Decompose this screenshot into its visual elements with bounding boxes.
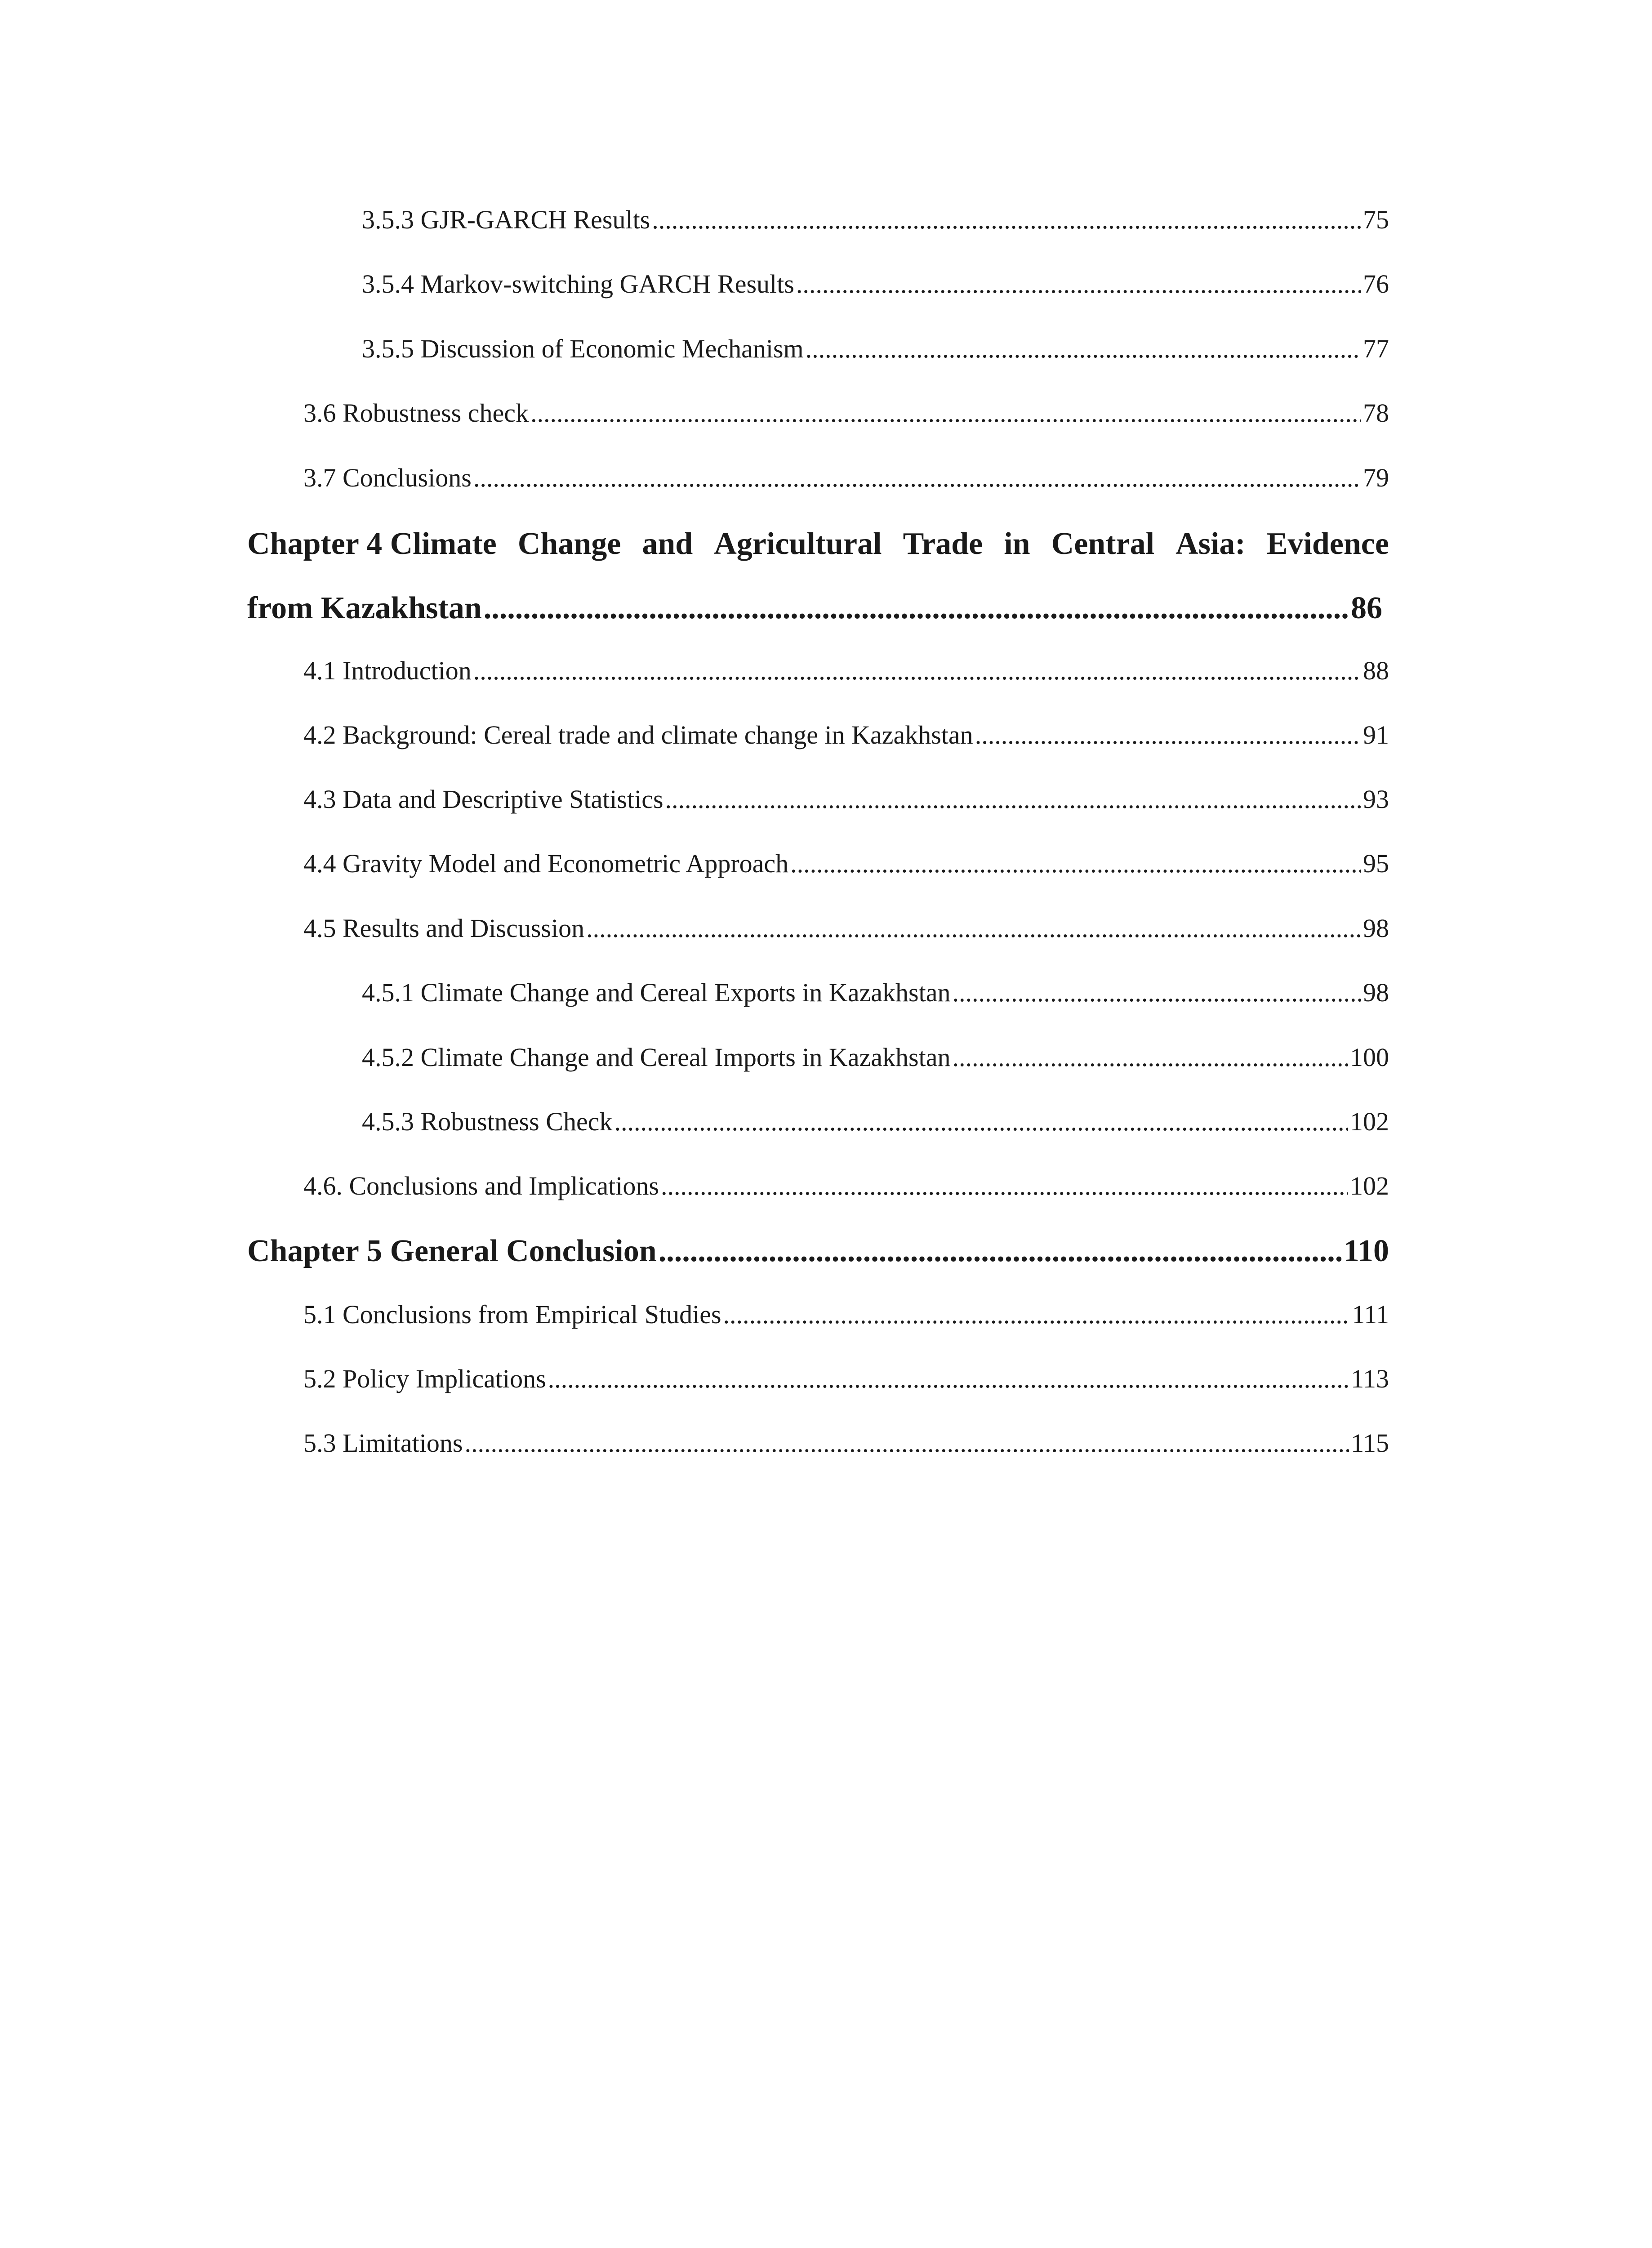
toc-entry-title: 3.5.4 Markov-switching GARCH Results bbox=[362, 269, 794, 299]
dot-leader bbox=[661, 1171, 1348, 1201]
toc-entry-title: 3.6 Robustness check bbox=[303, 398, 529, 428]
toc-entry-title: 4.4 Gravity Model and Econometric Approach bbox=[303, 849, 789, 878]
toc-entry-3-5-5[interactable] bbox=[247, 334, 1389, 379]
toc-entry-3-6[interactable] bbox=[247, 398, 1389, 443]
toc-chapter-title: Chapter 5 General Conclusion bbox=[247, 1234, 657, 1268]
toc-entry-title: 4.5.1 Climate Change and Cereal Exports in Kazakhstan bbox=[362, 978, 951, 1007]
toc-entry-page: 98 bbox=[1363, 914, 1389, 943]
dot-leader bbox=[586, 913, 1361, 943]
dot-leader bbox=[796, 269, 1361, 299]
toc-entry-4-5-1[interactable] bbox=[247, 977, 1389, 1022]
toc-entry-page: 98 bbox=[1363, 978, 1389, 1007]
dot-leader bbox=[790, 848, 1361, 879]
dot-leader bbox=[484, 590, 1349, 626]
dot-leader bbox=[473, 463, 1361, 493]
toc-entry-title: 4.5 Results and Discussion bbox=[303, 914, 585, 943]
toc-entry-4-5[interactable] bbox=[247, 913, 1389, 958]
toc-entry-title: 5.3 Limitations bbox=[303, 1428, 463, 1458]
toc-entry-page: 79 bbox=[1363, 463, 1389, 492]
toc-entry-title: 4.5.2 Climate Change and Cereal Imports in Kazakhstan bbox=[362, 1043, 951, 1072]
dot-leader bbox=[473, 656, 1361, 686]
toc-entry-page: 113 bbox=[1351, 1364, 1389, 1393]
toc-entry-title: 3.5.3 GJR-GARCH Results bbox=[362, 205, 650, 234]
dot-leader bbox=[548, 1364, 1349, 1394]
toc-entry-4-3[interactable] bbox=[247, 784, 1389, 829]
toc-entry-title: 5.2 Policy Implications bbox=[303, 1364, 546, 1393]
toc-entry-title: 3.5.5 Discussion of Economic Mechanism bbox=[362, 334, 804, 363]
toc-entry-page: 75 bbox=[1363, 205, 1389, 234]
toc-entry-page: 77 bbox=[1363, 334, 1389, 363]
chapter-4-word: Central bbox=[1051, 526, 1155, 561]
dot-leader bbox=[952, 977, 1361, 1008]
toc-entry-title: 4.3 Data and Descriptive Statistics bbox=[303, 785, 663, 814]
toc-entry-page: 102 bbox=[1350, 1107, 1389, 1136]
toc-entry-page: 93 bbox=[1363, 785, 1389, 814]
toc-entry-page: 76 bbox=[1363, 269, 1389, 299]
toc-entry-3-5-3[interactable] bbox=[247, 205, 1389, 250]
chapter-4-word: Change bbox=[517, 526, 621, 561]
chapter-4-word: and bbox=[642, 526, 693, 561]
chapter-4-word: in bbox=[1004, 526, 1030, 561]
dot-leader bbox=[952, 1042, 1348, 1072]
toc-chapter-title: from Kazakhstan bbox=[247, 591, 482, 625]
toc-entry-page: 115 bbox=[1351, 1428, 1389, 1458]
dot-leader bbox=[530, 398, 1361, 428]
chapter-4-word: Evidence bbox=[1266, 526, 1389, 561]
dot-leader bbox=[659, 1233, 1342, 1269]
toc-chapter-page: 110 bbox=[1343, 1234, 1389, 1268]
toc-entry-5-1[interactable] bbox=[247, 1299, 1389, 1344]
toc-entry-5-2[interactable] bbox=[247, 1364, 1389, 1409]
toc-entry-4-1[interactable] bbox=[247, 656, 1389, 700]
dot-leader bbox=[723, 1299, 1350, 1329]
chapter-4-word: Agricultural bbox=[714, 526, 882, 561]
toc-entry-title: 4.2 Background: Cereal trade and climate change in Kazakhstan bbox=[303, 720, 973, 749]
toc-entry-4-2[interactable] bbox=[247, 720, 1389, 765]
dot-leader bbox=[614, 1106, 1348, 1137]
toc-entry-page: 111 bbox=[1352, 1300, 1389, 1329]
toc-entry-page: 95 bbox=[1363, 849, 1389, 878]
toc-entry-title: 5.1 Conclusions from Empirical Studies bbox=[303, 1300, 721, 1329]
toc-entry-page: 102 bbox=[1350, 1171, 1389, 1200]
toc-entry-page: 78 bbox=[1363, 398, 1389, 428]
toc-chapter-4-heading[interactable] bbox=[247, 526, 1389, 562]
dot-leader bbox=[665, 784, 1361, 814]
chapter-4-word: Chapter 4 Climate bbox=[247, 526, 497, 561]
toc-entry-3-7[interactable] bbox=[247, 463, 1389, 508]
toc-entry-page: 91 bbox=[1363, 720, 1389, 749]
dot-leader bbox=[975, 720, 1361, 750]
toc-entry-4-5-3[interactable] bbox=[247, 1106, 1389, 1151]
toc-entry-title: 4.5.3 Robustness Check bbox=[362, 1107, 613, 1136]
toc-entry-page: 100 bbox=[1350, 1043, 1389, 1072]
toc-chapter-5[interactable] bbox=[247, 1233, 1389, 1278]
toc-entry-5-3[interactable] bbox=[247, 1428, 1389, 1473]
toc-entry-4-4[interactable] bbox=[247, 848, 1389, 893]
toc-entry-page: 88 bbox=[1363, 656, 1389, 685]
toc-entry-3-5-4[interactable] bbox=[247, 269, 1389, 314]
dot-leader bbox=[652, 205, 1361, 235]
toc-entry-4-5-2[interactable] bbox=[247, 1042, 1389, 1087]
toc-chapter-page: 86 bbox=[1351, 591, 1382, 625]
toc-entry-title: 4.1 Introduction bbox=[303, 656, 472, 685]
toc-entry-title: 4.6. Conclusions and Implications bbox=[303, 1171, 659, 1200]
chapter-4-word: Trade bbox=[903, 526, 983, 561]
toc-chapter-4[interactable] bbox=[247, 590, 1389, 635]
chapter-4-word: Asia: bbox=[1176, 526, 1246, 561]
dot-leader bbox=[464, 1428, 1349, 1458]
dot-leader bbox=[806, 334, 1361, 364]
toc-entry-title: 3.7 Conclusions bbox=[303, 463, 472, 492]
toc-entry-4-6[interactable] bbox=[247, 1171, 1389, 1216]
